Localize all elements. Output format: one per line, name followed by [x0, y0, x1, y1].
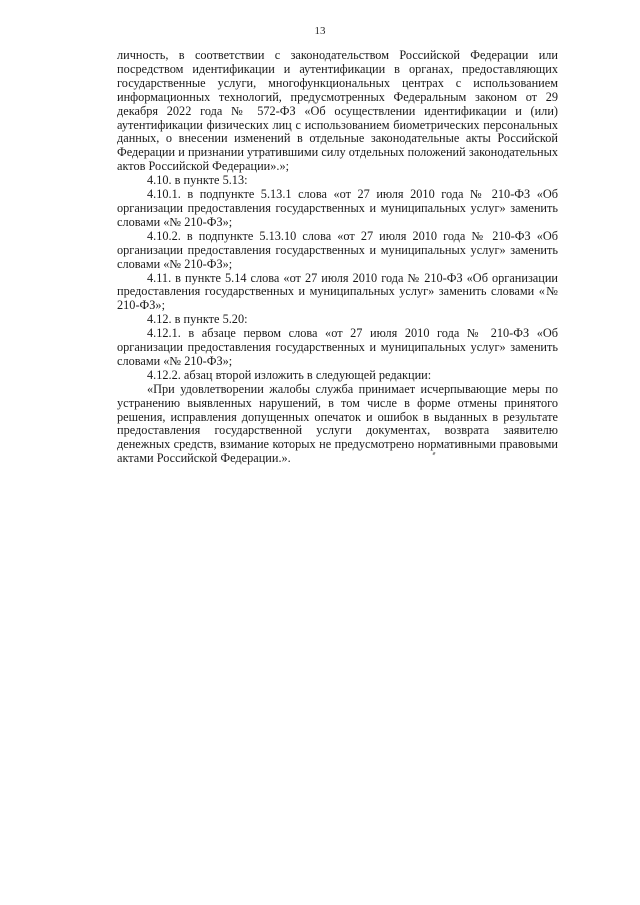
- paragraph-4-10: 4.10. в пункте 5.13:: [147, 173, 248, 188]
- paragraph-identification-continuation: личность, в соответствии с законодательством Российской Федерации или посредством идентификации и аутентификации в органах, предоставляющих государственные услуги, многофункциональных центрах с использованием информационных технологий, предусмотренных Федеральным законом от 29 декабря 2022 года № 572-ФЗ «Об осуществлении идентификации и (или) аутентификации физических лиц с использованием биометрических персональных данных, о внесении изменений в отдельные законодательные акты Российской Федерации и признании утратившими силу отдельных положений законодательных актов Российской Федерации».»;: [117, 48, 558, 174]
- paragraph-complaint-text: «При удовлетворении жалобы служба принимает исчерпывающие меры по устранению выявленных нарушений, в том числе в форме отмены принятого решения, исправления допущенных опечаток и ошибок в выданных в результате предоставления государственной услуги документах, возврата заявителю денежных средств, взимание которых не предусмотрено нормативными правовыми актами Российской Федерации.».: [117, 381, 558, 466]
- paragraph-4-12: 4.12. в пункте 5.20:: [147, 312, 248, 327]
- paragraph-4-12-1: 4.12.1. в абзаце первом слова «от 27 июля 2010 года № 210-ФЗ «Об организации предоставления государственных и муниципальных услуг» заменить словами «№ 210-ФЗ»;: [117, 326, 558, 368]
- document-body: [117, 49, 558, 466]
- paragraph-4-11: 4.11. в пункте 5.14 слова «от 27 июля 2010 года № 210-ФЗ «Об организации предоставления государственных и муниципальных услуг» заменить словами «№ 210-ФЗ»;: [117, 270, 558, 313]
- paragraph-4-12-2: 4.12.2. абзац второй изложить в следующей редакции:: [147, 367, 432, 382]
- page-number: 13: [314, 25, 326, 37]
- paragraph-4-10-1: 4.10.1. в подпункте 5.13.1 слова «от 27 июля 2010 года № 210-ФЗ «Об организации предоставления государственных и муниципальных услуг» заменить словами «№ 210-ФЗ»;: [117, 187, 558, 229]
- paragraph-4-10-2: 4.10.2. в подпункте 5.13.10 слова «от 27 июля 2010 года № 210-ФЗ «Об организации предоставления государственных и муниципальных услуг» заменить словами «№ 210-ФЗ»;: [117, 228, 558, 271]
